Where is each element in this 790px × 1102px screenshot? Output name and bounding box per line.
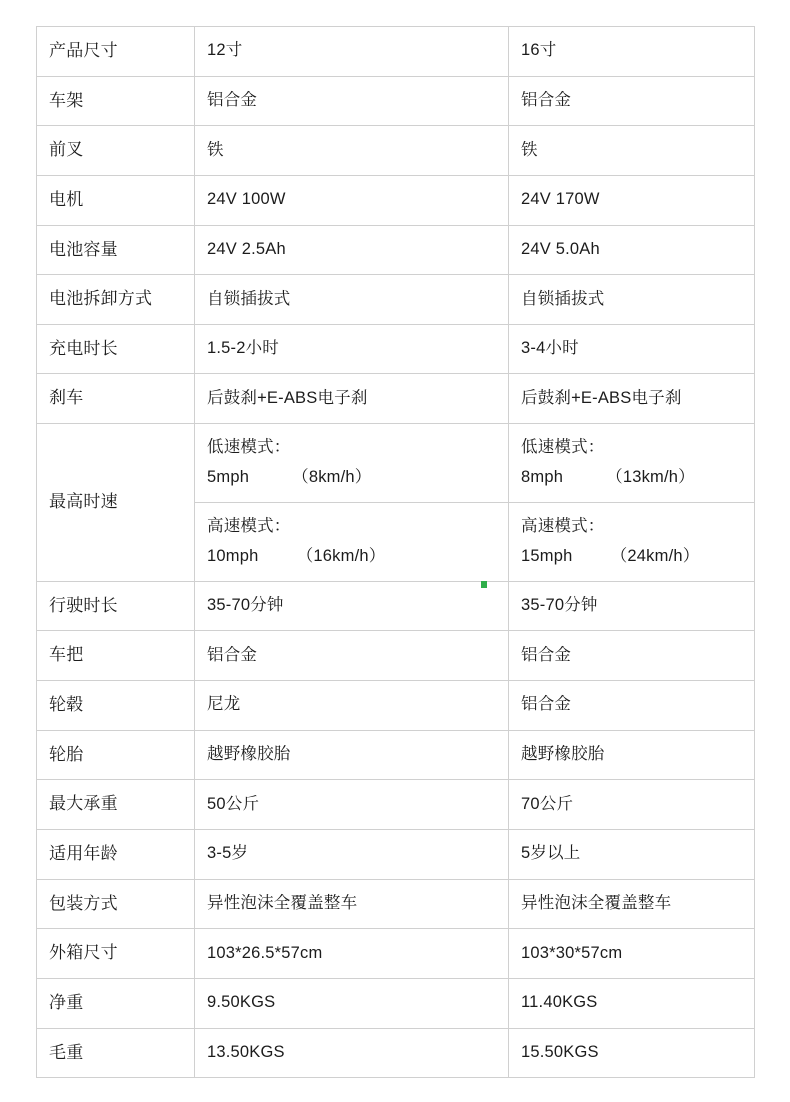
- row-label: 最大承重: [37, 780, 195, 830]
- row-value-12in: 尼龙: [195, 681, 509, 731]
- row-label-max-speed: 最高时速: [37, 424, 195, 582]
- table-row: [37, 324, 755, 374]
- table-row: [37, 631, 755, 681]
- row-value-16in: 70公斤: [509, 780, 755, 830]
- row-value-12in: 铝合金: [195, 76, 509, 126]
- row-label: 毛重: [37, 1028, 195, 1078]
- table-row: [37, 929, 755, 979]
- speed-high-value-16in: 15mph （24km/h）: [521, 546, 700, 565]
- table-row: [37, 175, 755, 225]
- row-value-12in: 自锁插拔式: [195, 275, 509, 325]
- row-label: 行驶时长: [37, 581, 195, 631]
- row-value-12in: 9.50KGS: [195, 978, 509, 1028]
- row-value-12in: 1.5-2小时: [195, 324, 509, 374]
- row-label: 电池容量: [37, 225, 195, 275]
- row-value-12in: 铝合金: [195, 631, 509, 681]
- speed-low-12in: [195, 424, 509, 503]
- row-value-16in: 15.50KGS: [509, 1028, 755, 1078]
- speed-low-value-16in: 8mph （13km/h）: [521, 468, 695, 487]
- row-value-12in: 13.50KGS: [195, 1028, 509, 1078]
- row-value-12in: 35-70分钟: [195, 581, 509, 631]
- row-value-16in: 铝合金: [509, 631, 755, 681]
- row-label: 净重: [37, 978, 195, 1028]
- row-value-12in: 3-5岁: [195, 830, 509, 880]
- row-value-16in: 5岁以上: [509, 830, 755, 880]
- row-label: 轮胎: [37, 730, 195, 780]
- row-label: 包装方式: [37, 879, 195, 929]
- speed-low-value-12in: 5mph （8km/h）: [207, 468, 372, 487]
- speed-low-16in: [509, 424, 755, 503]
- row-value-12in: 103*26.5*57cm: [195, 929, 509, 979]
- row-value-16in: 异性泡沫全覆盖整车: [509, 879, 755, 929]
- row-value-12in: 异性泡沫全覆盖整车: [195, 879, 509, 929]
- speed-high-title: 高速模式：: [521, 516, 605, 535]
- row-value-12in: 越野橡胶胎: [195, 730, 509, 780]
- row-value-16in: 铁: [509, 126, 755, 176]
- green-marker-artifact: [481, 581, 487, 588]
- speed-high-16in: [509, 502, 755, 581]
- row-value-16in: 103*30*57cm: [509, 929, 755, 979]
- table-row: [37, 275, 755, 325]
- spec-table-wrapper: [36, 26, 754, 1078]
- row-label: 充电时长: [37, 324, 195, 374]
- table-row: [37, 681, 755, 731]
- row-value-16in: 铝合金: [509, 681, 755, 731]
- speed-high-12in: [195, 502, 509, 581]
- table-row: [37, 581, 755, 631]
- speed-high-value-12in: 10mph （16km/h）: [207, 546, 386, 565]
- table-row: [37, 830, 755, 880]
- row-label: 电池拆卸方式: [37, 275, 195, 325]
- table-row: [37, 76, 755, 126]
- row-value-16in: 24V 170W: [509, 175, 755, 225]
- speed-low-title: 低速模式：: [521, 438, 605, 457]
- speed-low-title: 低速模式：: [207, 438, 291, 457]
- row-label: 前叉: [37, 126, 195, 176]
- row-value-16in: 24V 5.0Ah: [509, 225, 755, 275]
- row-value-12in: 24V 100W: [195, 175, 509, 225]
- table-row: [37, 730, 755, 780]
- row-value-16in: 后鼓刹+E-ABS电子刹: [509, 374, 755, 424]
- row-value-16in: 3-4小时: [509, 324, 755, 374]
- table-row: [37, 1028, 755, 1078]
- row-value-12in: 50公斤: [195, 780, 509, 830]
- row-value-12in: 后鼓刹+E-ABS电子刹: [195, 374, 509, 424]
- row-label: 车把: [37, 631, 195, 681]
- row-value-16in: 铝合金: [509, 76, 755, 126]
- table-row: [37, 126, 755, 176]
- row-label: 产品尺寸: [37, 27, 195, 77]
- row-value-12in: 24V 2.5Ah: [195, 225, 509, 275]
- table-row-speed-low: [37, 424, 755, 503]
- row-label: 轮毂: [37, 681, 195, 731]
- row-value-16in: 35-70分钟: [509, 581, 755, 631]
- speed-high-title: 高速模式：: [207, 516, 291, 535]
- table-row: [37, 978, 755, 1028]
- row-label: 外箱尺寸: [37, 929, 195, 979]
- table-row: [37, 780, 755, 830]
- row-value-12in: 铁: [195, 126, 509, 176]
- product-spec-table: [36, 26, 755, 1078]
- row-label: 适用年龄: [37, 830, 195, 880]
- table-row: [37, 879, 755, 929]
- table-row: [37, 374, 755, 424]
- row-value-12in: 12寸: [195, 27, 509, 77]
- row-value-16in: 自锁插拔式: [509, 275, 755, 325]
- table-row: [37, 225, 755, 275]
- table-row: [37, 27, 755, 77]
- row-value-16in: 16寸: [509, 27, 755, 77]
- row-value-16in: 11.40KGS: [509, 978, 755, 1028]
- row-label: 电机: [37, 175, 195, 225]
- row-value-16in: 越野橡胶胎: [509, 730, 755, 780]
- row-label: 车架: [37, 76, 195, 126]
- row-label: 刹车: [37, 374, 195, 424]
